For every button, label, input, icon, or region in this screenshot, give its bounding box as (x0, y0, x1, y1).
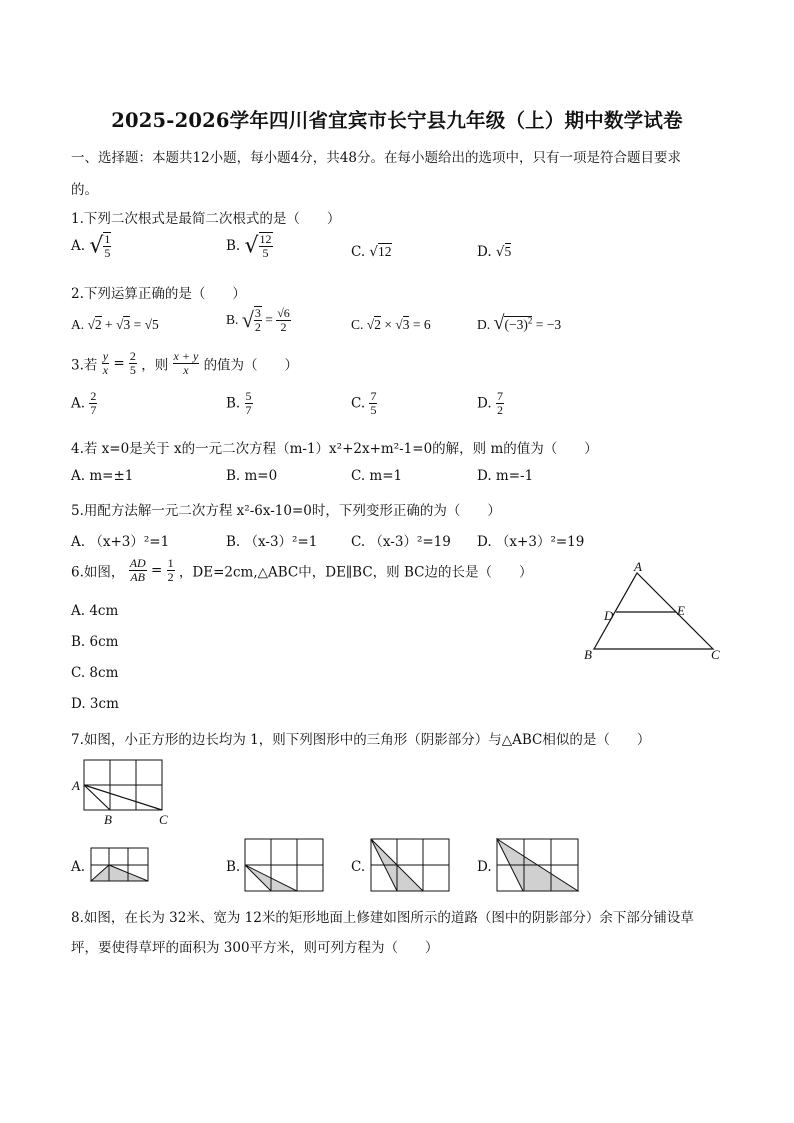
question-4-option-d: D. m=-1 (477, 468, 534, 484)
triangle-abc-figure (580, 560, 730, 665)
grid-lines (84, 760, 162, 810)
question-1-option-c: C. √12 (351, 244, 392, 260)
question-5-option-a: A. （x+3）²=1 (71, 534, 170, 550)
question-4-option-b: B. m=0 (226, 468, 278, 484)
option-c-figure (368, 836, 452, 894)
label-a: A (72, 778, 80, 793)
question-7-option-d: D. (477, 859, 492, 875)
question-2-option-d: D. $√(-3)^2 = -3$ (477, 312, 562, 334)
option-a-figure (88, 845, 153, 885)
question-7-option-c: C. (351, 859, 366, 875)
option-d-figure (494, 836, 584, 896)
question-7-option-b: B. (226, 859, 241, 875)
label-c: C (159, 812, 168, 827)
label-b: B (584, 647, 592, 662)
question-2-option-a: A. √2 + √3 = √5 (71, 317, 159, 332)
label-a: A (634, 560, 642, 574)
question-2-option-b: B. √ $\frac{3}{2}$ = $\frac{√6}{2}$ (226, 305, 290, 334)
question-3-option-b: B. $\frac{5}{7}$ (226, 389, 252, 417)
section-instruction-cont: 的。 (71, 182, 98, 198)
question-5-option-c: C. （x-3）²=19 (351, 534, 451, 550)
question-6-option-b: B. 6cm (71, 634, 119, 650)
question-4-option-c: C. m=1 (351, 468, 403, 484)
question-6-option-c: C. 8cm (71, 665, 119, 681)
question-8-stem-cont: 坪，要使得草坪的面积为 300平方米，则可列方程为（ ） (71, 940, 439, 956)
question-3-stem: 3.若 $\frac{y}{x}$ = $\frac{2}{5}$ ，则 $\frac{x + y}{x}$ 的值为（ ） (71, 349, 299, 377)
question-4-option-a: A. m=±1 (71, 468, 134, 484)
question-6-option-d: D. 3cm (71, 696, 119, 712)
section-instruction: 一、选择题：本题共12小题，每小题4分，共48分。在每小题给出的选项中，只有一项是符合题目要求 (71, 150, 681, 166)
label-b: B (104, 812, 112, 827)
option-b-figure (242, 836, 326, 894)
question-2-stem: 2.下列运算正确的是（ ） (71, 286, 246, 302)
label-c: C (711, 647, 720, 662)
question-5-option-d: D. （x+3）²=19 (477, 534, 585, 550)
question-5-stem: 5.用配方法解一元二次方程 x²-6x-10=0时，下列变形正确的为（ ） (71, 503, 501, 519)
option-b-grid (245, 839, 323, 891)
grid-abc-figure (70, 756, 180, 828)
question-1-stem: 1.下列二次根式是最简二次根式的是（ ） (71, 211, 341, 227)
question-6-stem: 6.如图， $\frac{AD}{AB}$ = $\frac{1}{2}$ ，DE=2cm,△ABC中，DE∥BC，则 BC边的长是（ ） (71, 556, 533, 584)
question-1-option-d: D. √5 (477, 244, 512, 260)
question-3-option-a: A. $\frac{2}{7}$ (71, 389, 97, 417)
option-a-shaded-triangle (91, 865, 148, 881)
question-7-stem: 7.如图，小正方形的边长均为 1，则下列图形中的三角形（阴影部分）与△ABC相似的是（ ） (71, 732, 651, 748)
label-d: D (604, 608, 614, 623)
segment-ac (84, 785, 162, 810)
question-4-stem: 4.若 x=0是关于 x的一元二次方程（m-1）x²+2x+m²-1=0的解，则 m的值为（ ） (71, 441, 598, 457)
question-2-option-c: C. √2 × √3 = 6 (351, 317, 431, 332)
label-e: E (677, 603, 685, 618)
question-8-stem: 8.如图，在长为 32米、宽为 12米的矩形地面上修建如图所示的道路（图中的阴影部分）余下部分铺设草 (71, 910, 694, 926)
question-3-option-d: D. $\frac{7}{2}$ (477, 389, 503, 417)
question-7-option-a: A. (71, 859, 86, 875)
question-6-option-a: A. 4cm (71, 603, 119, 619)
question-5-option-b: B. （x-3）²=1 (226, 534, 318, 550)
page-title: 2025-2026学年四川省宜宾市长宁县九年级（上）期中数学试卷 (111, 109, 683, 132)
question-1-option-a: A. √ $\frac{1}{5}$ (71, 232, 111, 260)
question-3-option-c: C. $\frac{7}{5}$ (351, 389, 377, 417)
question-1-option-b: B. √ $\frac{12}{5}$ (226, 232, 272, 260)
